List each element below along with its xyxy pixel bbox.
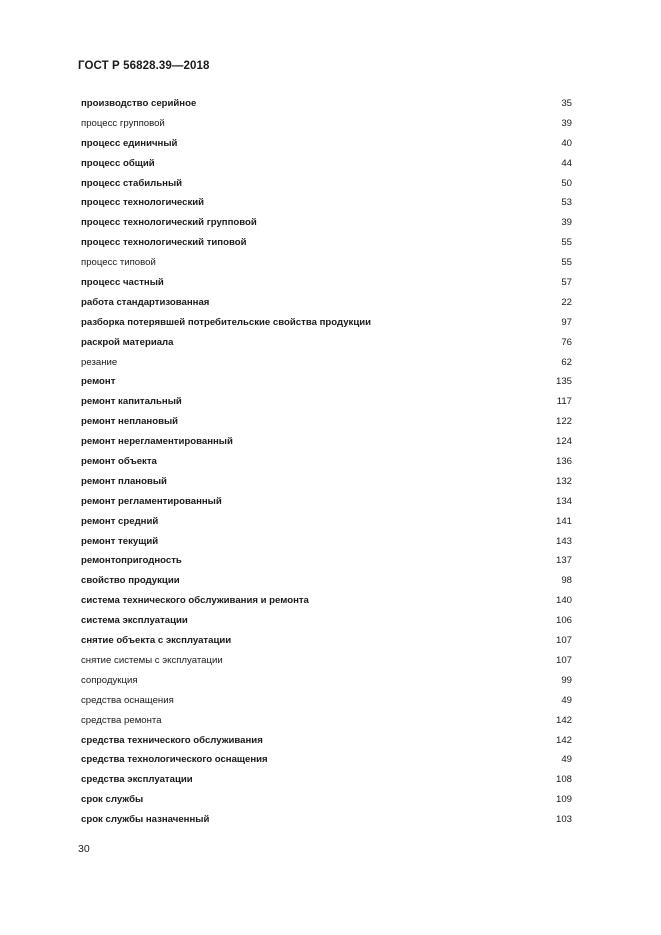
index-page-number: 109 — [555, 794, 572, 806]
index-entry — [81, 512, 572, 532]
index-entry — [81, 810, 572, 830]
index-page-number: 108 — [555, 774, 572, 786]
index-entry — [81, 691, 572, 711]
index-page-number: 35 — [561, 98, 572, 109]
index-entry — [81, 571, 572, 591]
index-term: ремонтопригодность — [81, 555, 182, 567]
index-entry — [81, 253, 572, 273]
index-entry — [81, 770, 572, 790]
index-entry — [81, 731, 572, 751]
index-entry — [81, 293, 572, 313]
index-page-number: 134 — [555, 495, 572, 507]
index-entry — [81, 611, 572, 631]
index-entry — [81, 492, 572, 512]
index-term: процесс единичный — [81, 137, 178, 149]
index-page-number: 62 — [561, 356, 572, 368]
index-page-number: 55 — [561, 237, 572, 249]
index-term: срок службы назначенный — [81, 814, 210, 826]
index-page-number: 132 — [555, 475, 572, 487]
index-term: система технического обслуживания и ремонта — [81, 595, 309, 607]
index-entry — [81, 452, 572, 472]
index-entry — [81, 273, 572, 293]
index-entry — [81, 333, 572, 353]
index-page-number: 98 — [561, 575, 572, 587]
index-page-number: 140 — [555, 595, 572, 607]
index-term: сопродукция — [81, 674, 138, 686]
index-entry — [81, 114, 572, 134]
index-term: система эксплуатации — [81, 615, 188, 627]
index-term: процесс групповой — [81, 117, 165, 129]
index-page-number: 40 — [561, 137, 572, 149]
index-term: средства технологического оснащения — [81, 754, 268, 766]
index-page-number: 49 — [561, 754, 572, 766]
index-entry — [81, 372, 572, 392]
index-term: ремонт нерегламентированный — [81, 436, 233, 448]
index-term: работа стандартизованная — [81, 296, 210, 308]
index-term: снятие объекта с эксплуатации — [81, 635, 232, 647]
index-entry — [81, 353, 572, 373]
index-term: ремонт объекта — [81, 456, 157, 468]
index-page-number: 76 — [561, 336, 572, 348]
index-page-number: 141 — [555, 515, 572, 527]
index-entry — [81, 392, 572, 412]
index-page-number: 107 — [555, 654, 572, 666]
index-entry — [81, 154, 572, 174]
index-page-number: 103 — [555, 814, 572, 826]
index-term: процесс стабильный — [81, 177, 183, 189]
index-entry — [81, 671, 572, 691]
index-entry — [81, 750, 572, 770]
index-entry — [81, 790, 572, 810]
index-page-number: 143 — [555, 535, 572, 547]
index-term: процесс частный — [81, 277, 164, 289]
index-term: ремонт — [81, 376, 116, 388]
index-term: ремонт капитальный — [81, 396, 182, 408]
index-term: процесс технологический групповой — [81, 217, 257, 229]
index-term: средства оснащения — [81, 694, 174, 706]
document-header: ГОСТ Р 56828.39—2018 — [78, 60, 210, 72]
index-page-number: 39 — [561, 117, 572, 129]
index-page-number: 137 — [555, 555, 572, 567]
index-page-number: 49 — [561, 694, 572, 706]
index-term: средства технического обслуживания — [81, 734, 263, 746]
index-page-number: 44 — [561, 157, 572, 169]
index-entry — [81, 233, 572, 253]
index-term: ремонт плановый — [81, 475, 167, 487]
index-entry — [81, 551, 572, 571]
index-entry — [81, 532, 572, 552]
index-entry — [81, 651, 572, 671]
index-page-number: 122 — [555, 416, 572, 428]
index-entry — [81, 631, 572, 651]
index-entry — [81, 472, 572, 492]
index-term: производство серийное — [81, 98, 197, 109]
term-index-list — [81, 94, 572, 830]
index-term: ремонт регламентированный — [81, 495, 222, 507]
index-entry — [81, 412, 572, 432]
index-page-number: 142 — [555, 734, 572, 746]
index-entry — [81, 432, 572, 452]
page-number: 30 — [78, 843, 90, 855]
index-entry — [81, 94, 572, 114]
index-term: снятие системы с эксплуатации — [81, 654, 223, 666]
index-page-number: 106 — [555, 615, 572, 627]
index-page-number: 99 — [561, 674, 572, 686]
index-page-number: 135 — [555, 376, 572, 388]
index-term: свойство продукции — [81, 575, 180, 587]
index-term: разборка потерявшей потребительские свойства продукции — [81, 316, 372, 328]
index-page-number: 142 — [555, 714, 572, 726]
index-page-number: 124 — [555, 436, 572, 448]
index-page-number: 55 — [561, 257, 572, 269]
index-term: средства ремонта — [81, 714, 162, 726]
index-page-number: 136 — [555, 456, 572, 468]
index-term: резание — [81, 356, 118, 368]
index-page-number: 39 — [561, 217, 572, 229]
index-page-number: 117 — [556, 396, 572, 408]
index-page-number: 53 — [561, 197, 572, 209]
index-term: ремонт неплановый — [81, 416, 179, 428]
index-term: процесс технологический — [81, 197, 205, 209]
index-term: процесс технологический типовой — [81, 237, 247, 249]
index-page-number: 97 — [561, 316, 572, 328]
index-page-number: 50 — [561, 177, 572, 189]
index-entry — [81, 193, 572, 213]
index-entry — [81, 134, 572, 154]
index-page-number: 22 — [561, 296, 572, 308]
index-term: ремонт текущий — [81, 535, 159, 547]
index-term: процесс общий — [81, 157, 155, 169]
index-term: ремонт средний — [81, 515, 159, 527]
index-term: раскрой материала — [81, 336, 174, 348]
index-term: срок службы — [81, 794, 144, 806]
index-term: средства эксплуатации — [81, 774, 193, 786]
index-entry — [81, 711, 572, 731]
index-page-number: 57 — [561, 277, 572, 289]
index-page-number: 107 — [555, 635, 572, 647]
index-entry — [81, 313, 572, 333]
index-entry — [81, 174, 572, 194]
index-term: процесс типовой — [81, 257, 156, 269]
index-entry — [81, 591, 572, 611]
index-entry — [81, 213, 572, 233]
